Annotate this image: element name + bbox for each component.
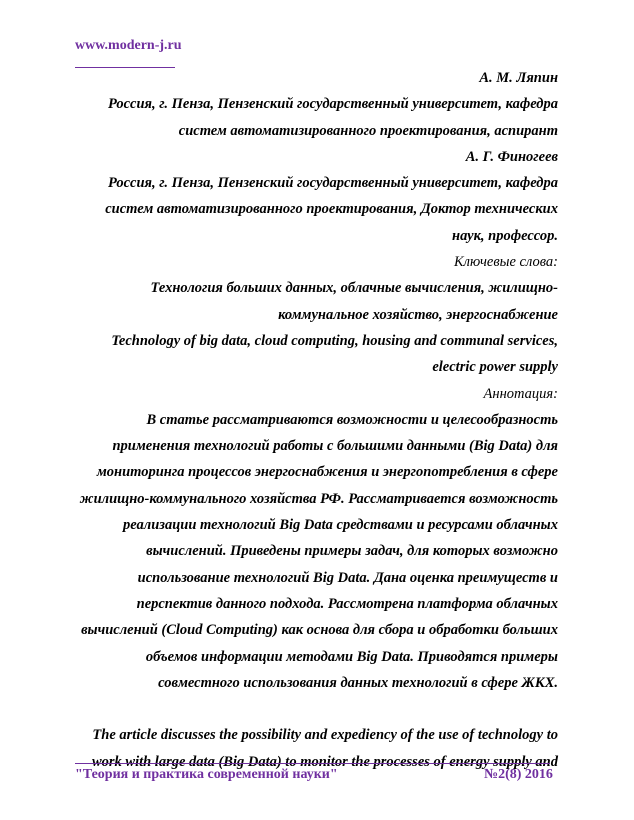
author-2-affiliation-line-1: Россия, г. Пенза, Пензенский государственный университет, кафедра [108,175,558,192]
abstract-en-line: The article discusses the possibility and expediency of the use of technology to [92,727,558,744]
article-front-matter [70,65,558,775]
footer-divider [75,763,550,764]
author-2-affiliation-line-3: наук, профессор. [452,227,558,244]
abstract-ru-line: применения технологий работы с большими данными (Big Data) для [112,438,558,455]
keywords-ru-line-1: Технология больших данных, облачные вычисления, жилищно- [150,280,558,297]
abstract-ru-line: вычислений. Приведены примеры задач, для которых возможно [146,543,558,560]
abstract-ru-line: совместного использования данных технологий в сфере ЖКХ. [158,674,558,691]
keywords-ru-line-2: коммунальное хозяйство, энергоснабжение [278,306,558,323]
abstract-ru-line: объемов информации методами Big Data. Приводятся примеры [145,648,558,665]
abstract-ru-line: реализации технологий Big Data средствами и ресурсами облачных [123,517,558,534]
keywords-heading: Ключевые слова: [454,254,558,271]
abstract-ru-line: перспектив данного подхода. Рассмотрена платформа облачных [136,595,558,612]
keywords-en-line-1: Technology of big data, cloud computing, housing and communal services, [111,332,558,349]
abstract-ru-line: использование технологий Big Data. Дана оценка преимуществ и [137,569,558,586]
paragraph-spacer [70,696,558,722]
abstract-ru-line: В статье рассматриваются возможности и целесообразность [146,411,558,428]
abstract-ru-line: жилищно-коммунального хозяйства РФ. Рассматривается возможность [79,490,558,507]
author-1-affiliation-line-2: систем автоматизированного проектирования, аспирант [178,122,558,139]
abstract-en-line: work with large data (Big Data) to monitor the processes of energy supply and [91,753,558,770]
site-url[interactable]: www.modern-j.ru [75,38,182,53]
footer-journal-title: "Теория и практика современной науки" [75,767,338,782]
keywords-en-line-2: electric power supply [432,359,558,376]
author-2-affiliation-line-2: систем автоматизированного проектирования, Доктор технических [105,201,558,218]
abstract-ru-line: мониторинга процессов энергоснабжения и энергопотребления в сфере [96,464,558,481]
author-2-name: А. Г. Финогеев [465,148,558,165]
footer-issue-number: №2(8) 2016 [484,767,553,782]
abstract-ru-line: вычислений (Cloud Computing) как основа для сбора и обработки больших [81,622,558,639]
author-1-affiliation-line-1: Россия, г. Пенза, Пензенский государственный университет, кафедра [108,96,558,113]
abstract-heading: Аннотация: [483,385,558,402]
author-1-name: А. М. Ляпин [479,70,558,86]
